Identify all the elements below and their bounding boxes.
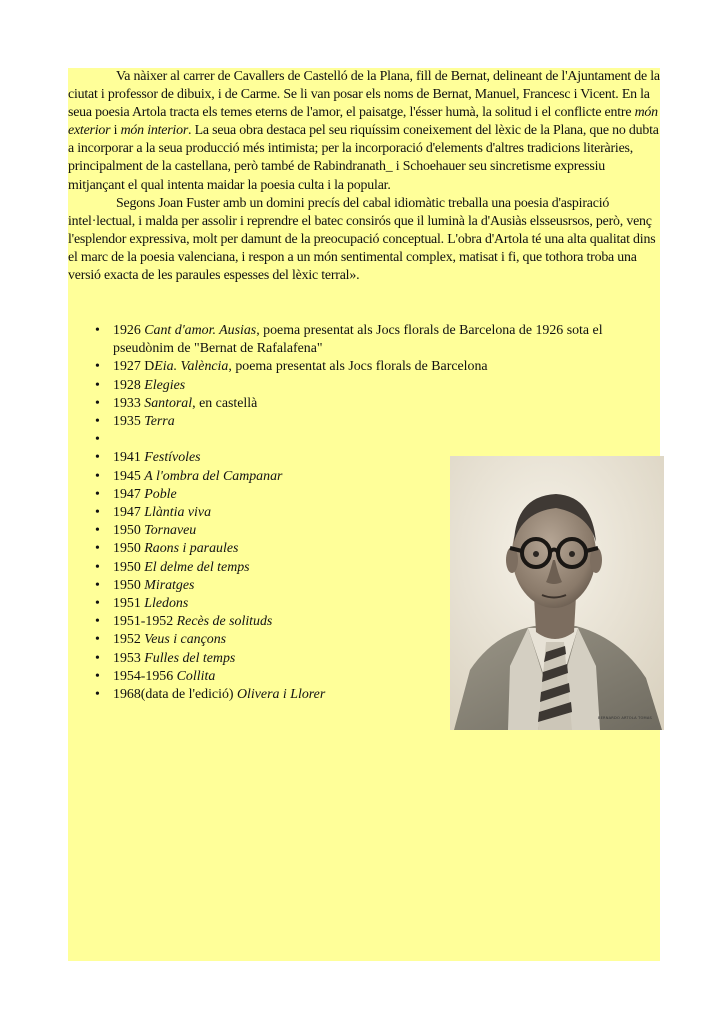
paragraph-fuster xyxy=(68,195,660,285)
bullet-marker: • xyxy=(95,614,100,630)
list-item-text: 1951 Lledons xyxy=(113,596,189,612)
bullet-marker: • xyxy=(95,432,100,448)
list-item-text: 1950 El delme del temps xyxy=(113,559,250,575)
bullet-marker: • xyxy=(95,395,100,411)
bullet-marker: • xyxy=(95,559,100,575)
list-item-text: 1953 Fulles del temps xyxy=(113,650,236,666)
list-item-text: 1952 Veus i cançons xyxy=(113,632,227,648)
list-item-text: 1926 Cant d'amor. Ausias, poema presentat als Jocs florals de Barcelona de 1926 sota el pseudònim de "Bernat de Rafalafena" xyxy=(113,323,603,357)
list-item xyxy=(68,377,660,395)
list-item xyxy=(68,413,660,431)
list-item-text: 1950 Raons i paraules xyxy=(113,541,239,557)
bullet-marker: • xyxy=(95,650,100,666)
list-item-text: 1947 Poble xyxy=(113,486,177,502)
bullet-marker: • xyxy=(95,596,100,612)
list-item xyxy=(68,431,660,449)
biography-text xyxy=(68,68,660,285)
list-item-text: 1935 Terra xyxy=(113,414,175,430)
list-item-text: 1951-1952 Recès de solituds xyxy=(113,614,273,630)
list-item xyxy=(68,395,660,413)
bullet-marker: • xyxy=(95,468,100,484)
list-item-text: 1945 A l'ombra del Campanar xyxy=(113,468,283,484)
list-item-text: 1950 Miratges xyxy=(113,577,195,593)
list-item-text xyxy=(113,431,633,449)
list-item xyxy=(68,358,660,376)
author-portrait xyxy=(450,456,664,730)
bullet-marker: • xyxy=(95,450,100,466)
list-item-text: 1928 Elegies xyxy=(113,377,186,393)
bullet-marker: • xyxy=(95,377,100,393)
list-item-text: 1954-1956 Collita xyxy=(113,668,216,684)
paragraph-body: Va nàixer al carrer de Cavallers de Castelló de la Plana, fill de Bernat, delineant de l'Ajuntament de la ciutat i professor de dibuix, i de Carme. Se li van posar els noms de Bernat, Manuel, Francesc i Vicent. En la seua poesia Artola tracta els temes eterns de l'amor, el paisatge, l'ésser humà, la solitud i el conflicte entre món exterior i món interior. La seua obra destaca pel seu riquíssim coneixement del lèxic de la Plana, que no dubta a incorporar a la seua producció més intimista; per la incorporació d'elements d'altres tradicions literàries, principalment de la castellana, però també de Rabindranath_ i Schoehauer seu sincretisme expressiu mitjançant el qual intenta maidar la poesia culta i la popular. xyxy=(68,69,660,193)
bullet-marker: • xyxy=(95,541,100,557)
bullet-marker: • xyxy=(95,505,100,521)
bullet-marker: • xyxy=(95,323,100,338)
list-item-text: 1941 Festívoles xyxy=(113,450,201,466)
bullet-marker: • xyxy=(95,632,100,648)
list-item-text: 1950 Tornaveu xyxy=(113,523,197,539)
bullet-marker: • xyxy=(95,359,100,375)
bullet-marker: • xyxy=(95,486,100,502)
paragraph-body: Segons Joan Fuster amb un domini precís del cabal idiomàtic treballa una poesia d'aspiració intel·lectual, i malda per assolir i reprendre el batec consirós que il luminà la d'Ausiàs elsseusrsos, però, venç l'esplendor expressiva, molt per damunt de la preocupació conceptual. L'obra d'Artola té una alta qualitat dins el marc de la poesia valenciana, i respon a un món sentimental complex, matisat i fi, que tothora troba una versió exacta de les paraules espesses del lèxic terral». xyxy=(68,195,656,284)
bullet-marker: • xyxy=(95,668,100,684)
page-background xyxy=(68,68,660,961)
bullet-marker: • xyxy=(95,523,100,539)
bullet-marker: • xyxy=(95,414,100,430)
list-item-text: 1947 Llàntia viva xyxy=(113,505,212,521)
list-item xyxy=(68,322,660,358)
list-item-text: 1927 DEia. València, poema presentat als Jocs florals de Barcelona xyxy=(113,359,488,375)
bullet-marker: • xyxy=(95,687,100,703)
portrait-photo xyxy=(450,456,664,730)
list-item-text: 1968(data de l'edició) Olivera i Llorer xyxy=(113,687,326,703)
list-item-text: 1933 Santoral, en castellà xyxy=(113,395,258,411)
photo-caption: BERNARDO ARTOLA TOMAS xyxy=(597,716,652,720)
paragraph-birth xyxy=(68,68,660,195)
bullet-marker: • xyxy=(95,577,100,593)
